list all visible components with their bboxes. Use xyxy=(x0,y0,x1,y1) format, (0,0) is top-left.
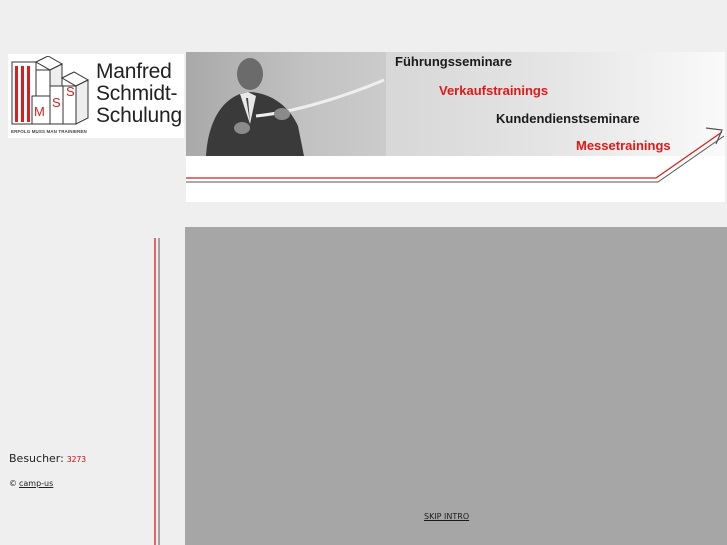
logo-line-2: Schmidt- xyxy=(96,82,178,105)
intro-content-area xyxy=(185,227,727,545)
visitor-label: Besucher: xyxy=(9,452,64,465)
seminar-fuehrungsseminare: Führungsseminare xyxy=(395,54,513,69)
logo-mark-letter-s2: S xyxy=(66,84,75,99)
header-banner xyxy=(186,52,725,202)
skip-intro-link[interactable]: SKIP INTRO xyxy=(424,512,470,521)
logo-mark-letter-s1: S xyxy=(52,95,61,110)
company-logo[interactable] xyxy=(8,54,184,138)
seminar-kundendienstseminare: Kundendienstseminare xyxy=(496,111,640,126)
vertical-divider-lines xyxy=(152,238,162,545)
camp-us-link[interactable]: camp-us xyxy=(19,479,54,488)
seminar-verkaufstrainings: Verkaufstrainings xyxy=(439,83,549,98)
visitor-counter xyxy=(9,452,86,465)
logo-tagline: ERFOLG MUSS MAN TRAINIEREN xyxy=(11,129,87,134)
copyright-line xyxy=(9,479,53,488)
mss-logo-mark-icon xyxy=(10,56,94,134)
logo-mark-letter-m: M xyxy=(34,104,45,119)
copyright-icon: © xyxy=(9,479,17,488)
logo-line-3: Schulung xyxy=(96,104,182,127)
seminar-messetrainings: Messetrainings xyxy=(576,138,671,153)
logo-line-1: Manfred xyxy=(96,60,172,83)
visitor-count: 3273 xyxy=(66,455,87,464)
logo-wordmark xyxy=(96,61,182,127)
rising-arrow-icon xyxy=(186,122,725,186)
